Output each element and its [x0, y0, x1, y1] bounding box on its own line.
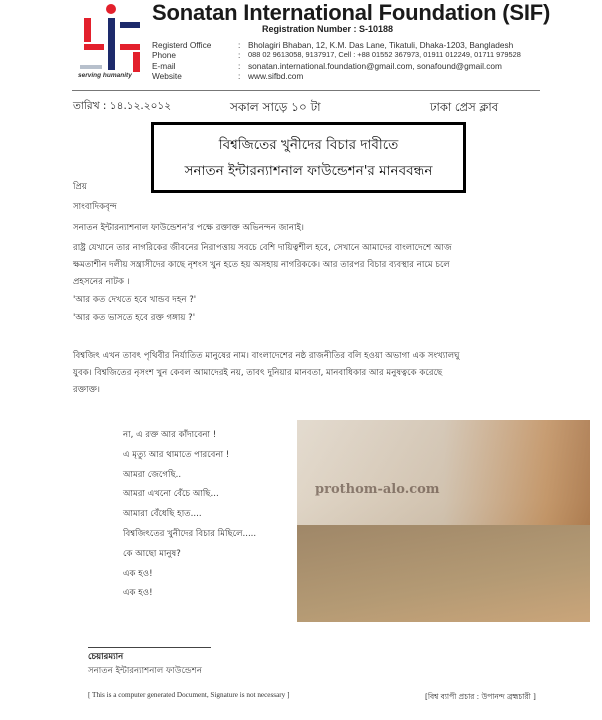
- logo-red-bar: [133, 52, 140, 72]
- contact-label: Website: [152, 70, 182, 81]
- event-date: তারিখ : ১৪.১২.২০১২: [73, 100, 172, 112]
- photo-watermark: prothom-alo.com: [315, 482, 440, 497]
- contact-email: [152, 61, 521, 71]
- contact-label: Registerd Office: [152, 40, 212, 50]
- salutation-addressee: সাংবাদিকবৃন্দ: [73, 202, 117, 212]
- title-line-2: সনাতন ইন্টারন্যাশনাল ফাউন্ডেশন'র মানববন্ধন: [184, 162, 433, 179]
- contact-website: [152, 71, 521, 81]
- logo-navy-bar: [108, 18, 115, 70]
- paragraph-line: ক্ষমতাশীন দলীয় সন্ত্রাসীদের কাছে নৃশংস খুন হতে হয় অসহায় নাগরিককে। আর তারপর বিচার ব্যবস্থার নামে চলে: [73, 260, 450, 270]
- signatory-title: চেয়ারম্যান: [88, 652, 124, 662]
- quotes-block: [73, 292, 593, 327]
- poem-line: এ মৃত্যু আর থামাতে পারবেনা !: [123, 449, 230, 460]
- contact-value: 088 02 9613058, 9137917, Cell : +88 01552 367973, 01911 012249, 01711 979528: [248, 50, 521, 60]
- contact-phone: [152, 50, 521, 60]
- header-divider: [72, 90, 540, 91]
- paragraph-line: বিশ্বজিৎ এখন তাবৎ পৃথিবীর নির্যাতিত মানুষের নাম। বাংলাদেশের নষ্ঠ রাজনীতির বলি হওয়া অভাগা এক সংখ্যালঘু: [73, 351, 460, 361]
- contact-sep: :: [238, 70, 241, 81]
- title-box: [151, 122, 466, 193]
- poem-block: [123, 426, 256, 604]
- paragraph-2: [73, 348, 593, 399]
- photo-foreground: [297, 525, 590, 622]
- signature-line: [88, 647, 211, 648]
- poem-line: বিশ্বজিৎতের খুনীদের বিচার মিছিলে.....: [123, 528, 257, 539]
- poem-line: কে আছো মানুষ?: [123, 548, 181, 559]
- news-photo: [297, 420, 590, 622]
- poem-line: আমারা বেঁধেছি হাত....: [123, 509, 202, 520]
- paragraph-line: প্রহসনের নাটক ।: [73, 277, 130, 287]
- paragraph-line: রাষ্ট্র যেখানে তার নাগরিকের জীবনের নিরাপত্তায় সবচে বেশি দায়িত্বশীল হবে, সেখানে আমাদের বাংলাদেশে আজ: [73, 243, 452, 253]
- paragraph-line: রক্তাক্ত।: [73, 385, 100, 395]
- title-line-1: বিশ্বজিতের খুনীদের বিচার দাবীতে: [218, 136, 399, 153]
- registration-number: Registration Number : S-10188: [262, 24, 394, 34]
- footer-credit: [বিশ্ব ব্যাপী প্রচার : উপানন্দ ব্রহ্মচারী ]: [425, 692, 536, 701]
- quote-line: 'আর কত ভাসতে হবে রক্ত গঙ্গায় ?': [73, 313, 196, 323]
- poem-line: আমরা জেগেছি..: [123, 469, 182, 480]
- logo-navy-bar: [120, 22, 140, 28]
- logo-red-bar: [84, 44, 104, 50]
- logo-red-bar: [120, 44, 140, 50]
- paragraph-line: যুবক। বিশ্বজিতের নৃসংশ খুন কেবল আমাদেরই নয়, তাবৎ দুনিয়ার মানবতা, মানবাধিকার আর মনুষত্বকে করেছে: [73, 368, 443, 378]
- org-name: Sonatan International Foundation (SIF): [152, 0, 551, 25]
- contact-label: E-mail: [152, 60, 176, 71]
- logo-tagline: serving humanity: [78, 72, 132, 79]
- poem-line: এক হও!: [123, 568, 153, 579]
- signatory-org: সনাতন ইন্টারন্যাশনাল ফাউন্ডেশন: [88, 666, 203, 676]
- event-venue: ঢাকা প্রেস ক্লাব: [430, 100, 499, 114]
- poem-line: আমরা এখনো বেঁচে আছি...: [123, 489, 219, 500]
- contact-sep: :: [238, 60, 241, 71]
- quote-line: 'আর কত দেখতে হবে খান্ডব দহন ?': [73, 295, 197, 305]
- contact-value[interactable]: www.sifbd.com: [248, 70, 304, 81]
- contact-block: [152, 40, 521, 81]
- greeting-line: সনাতন ইন্টারন্যাশনাল ফাউন্ডেশন'র পক্ষে রক্তাক্ত অভিনন্দন জানাই।: [73, 223, 304, 233]
- logo-red-bar: [84, 18, 91, 42]
- poem-line: না, এ রক্ত আর কাঁদাবেনা !: [123, 430, 217, 440]
- contact-sep: :: [238, 50, 241, 61]
- contact-value: Bholagiri Bhaban, 12, K.M. Das Lane, Tikatuli, Dhaka-1203, Bangladesh: [248, 40, 514, 50]
- logo-grey-strip: [80, 65, 102, 69]
- footer-disclaimer: [ This is a computer generated Document, Signature is not necessary ]: [88, 691, 290, 699]
- sif-logo: [78, 4, 142, 82]
- paragraph-1: [73, 240, 593, 291]
- poem-line: এক হও!: [123, 588, 153, 599]
- contact-value[interactable]: sonatan.international.foundation@gmail.com, sonafound@gmail.com: [248, 60, 502, 71]
- salutation-dear: প্রিয়: [73, 182, 87, 192]
- event-time: সকাল সাড়ে ১০ টা: [230, 100, 321, 114]
- contact-office: [152, 40, 521, 50]
- contact-label: Phone: [152, 50, 176, 61]
- logo-red-dot: [106, 4, 116, 14]
- contact-sep: :: [238, 40, 241, 50]
- photo-background: [297, 420, 590, 531]
